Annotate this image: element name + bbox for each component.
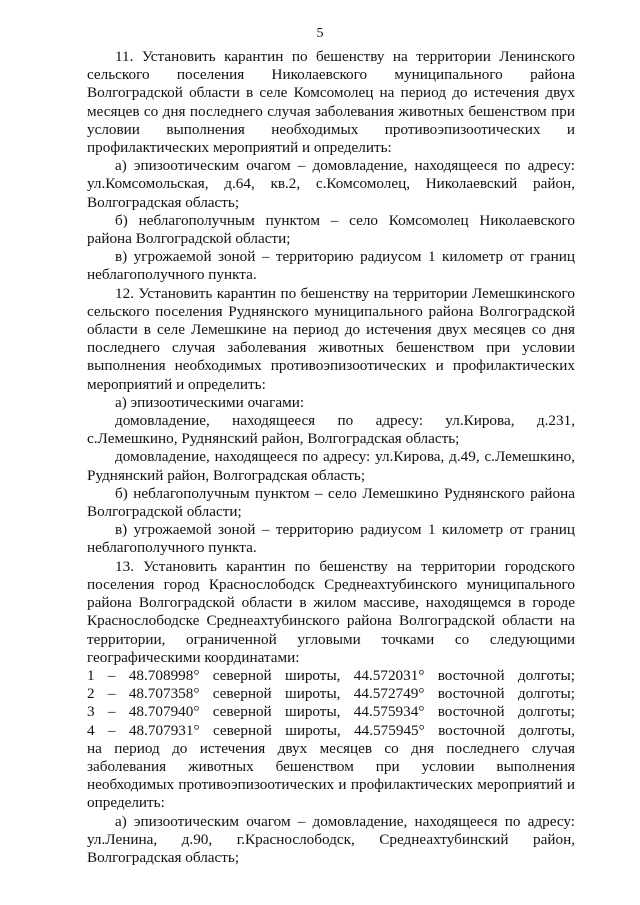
coordinate-cell: – [107,721,116,739]
coordinate-cell: 44.575945° [354,721,425,739]
coordinate-cell: восточной [437,685,505,703]
coordinate-cell: 2 [87,685,95,703]
coordinate-cell: 48.707931° [128,721,200,739]
document-body [87,48,575,867]
paragraph: а) эпизоотическими очагами: [115,393,305,411]
coordinate-cell: 48.708998° [128,666,200,684]
coordinate-cell: 48.707940° [128,703,200,721]
paragraph: а) эпизоотическим очагом – домовладение, находящееся по адресу: ул.Ленина, д.90, г.Краснослободск, Среднеахтубинский район, Волгоградская область; [87,812,575,866]
coordinate-cell: широты, [285,721,341,739]
coordinate-cell: – [107,685,116,703]
coordinate-cell: восточной [438,721,505,739]
coordinate-row [87,685,575,703]
paragraph: б) неблагополучным пунктом – село Лемешкино Руднянского района Волгоградской области; [87,484,575,521]
coordinate-cell: восточной [437,703,505,721]
paragraph: б) неблагополучным пунктом – село Комсомолец Николаевского района Волгоградской области; [87,211,575,248]
coordinate-cell: 1 [87,666,95,684]
coordinate-cell: северной [212,685,272,703]
coordinate-cell: широты, [285,703,341,721]
coordinate-cell: 4 [87,721,95,739]
page-number: 5 [316,26,324,41]
coordinate-cell: долготы; [517,666,575,684]
coordinate-row [87,667,575,685]
coordinate-cell: северной [212,703,272,721]
coordinate-cell: 48.707358° [128,685,200,703]
coordinate-cell: 44.575934° [353,703,425,721]
coordinate-cell: широты, [285,685,341,703]
paragraphs-before [87,48,575,667]
coordinate-cell: северной [212,721,272,739]
paragraph: домовладение, находящееся по адресу: ул.Кирова, д.231, с.Лемешкино, Руднянский район, Волгоградская область; [87,412,575,448]
coordinate-row [87,722,575,740]
paragraph: в) угрожаемой зоной – территорию радиусом 1 километр от границ неблагополучного пункта. [87,248,575,284]
coordinates-list [87,667,575,740]
coordinate-cell: – [107,666,116,684]
coordinate-cell: 3 [87,703,95,721]
coordinate-cell: северной [212,666,272,684]
paragraph: а) эпизоотическим очагом – домовладение, находящееся по адресу: ул.Комсомольская, д.64, кв.2, с.Комсомолец, Николаевский район, Волгоградская область; [87,157,575,211]
paragraph: домовладение, находящееся по адресу: ул.Кирова, д.49, с.Лемешкино, Руднянский район, Волгоградская область; [87,448,575,484]
paragraph: 12. Установить карантин по бешенству на территории Лемешкинского сельского поселения Руднянского муниципального района Волгоградской области в селе Лемешкине на период до истечения двух месяцев со дня последнего случая заболевания животных бешенством при условии выполнения необходимых противоэпизоотических и профилактических мероприятий и определить: [87,284,575,393]
coordinate-cell: долготы, [518,721,575,739]
coordinate-cell: долготы; [517,703,575,721]
coordinate-cell: широты, [285,666,341,684]
coordinate-cell: 44.572031° [353,666,425,684]
coordinate-cell: восточной [437,666,505,684]
paragraph: 13. Установить карантин по бешенству на территории городского поселения город Краснослободск Среднеахтубинского муниципального района Волгоградской области в жилом массиве, находящемся в городе Краснослободске Среднеахтубинского района Волгоградской области на территории, ограниченной угловыми точками со следующими географическими координатами: [87,557,575,666]
coordinate-cell: – [107,703,116,721]
coordinate-cell: 44.572749° [353,685,425,703]
paragraph: на период до истечения двух месяцев со дня последнего случая заболевания животных бешенством при условии выполнения необходимых противоэпизоотических и профилактических мероприятий и определить: [87,739,575,812]
coordinate-row [87,703,575,721]
paragraphs-after [87,740,575,867]
paragraph: в) угрожаемой зоной – территорию радиусом 1 километр от границ неблагополучного пункта. [87,521,575,557]
paragraph: 11. Установить карантин по бешенству на территории Ленинского сельского поселения Николаевского муниципального района Волгоградской области в селе Комсомолец на период до истечения двух месяцев со дня последнего случая заболевания животных бешенством при условии выполнения необходимых противоэпизоотических и профилактических мероприятий и определить: [87,48,575,157]
coordinate-cell: долготы; [517,685,575,703]
